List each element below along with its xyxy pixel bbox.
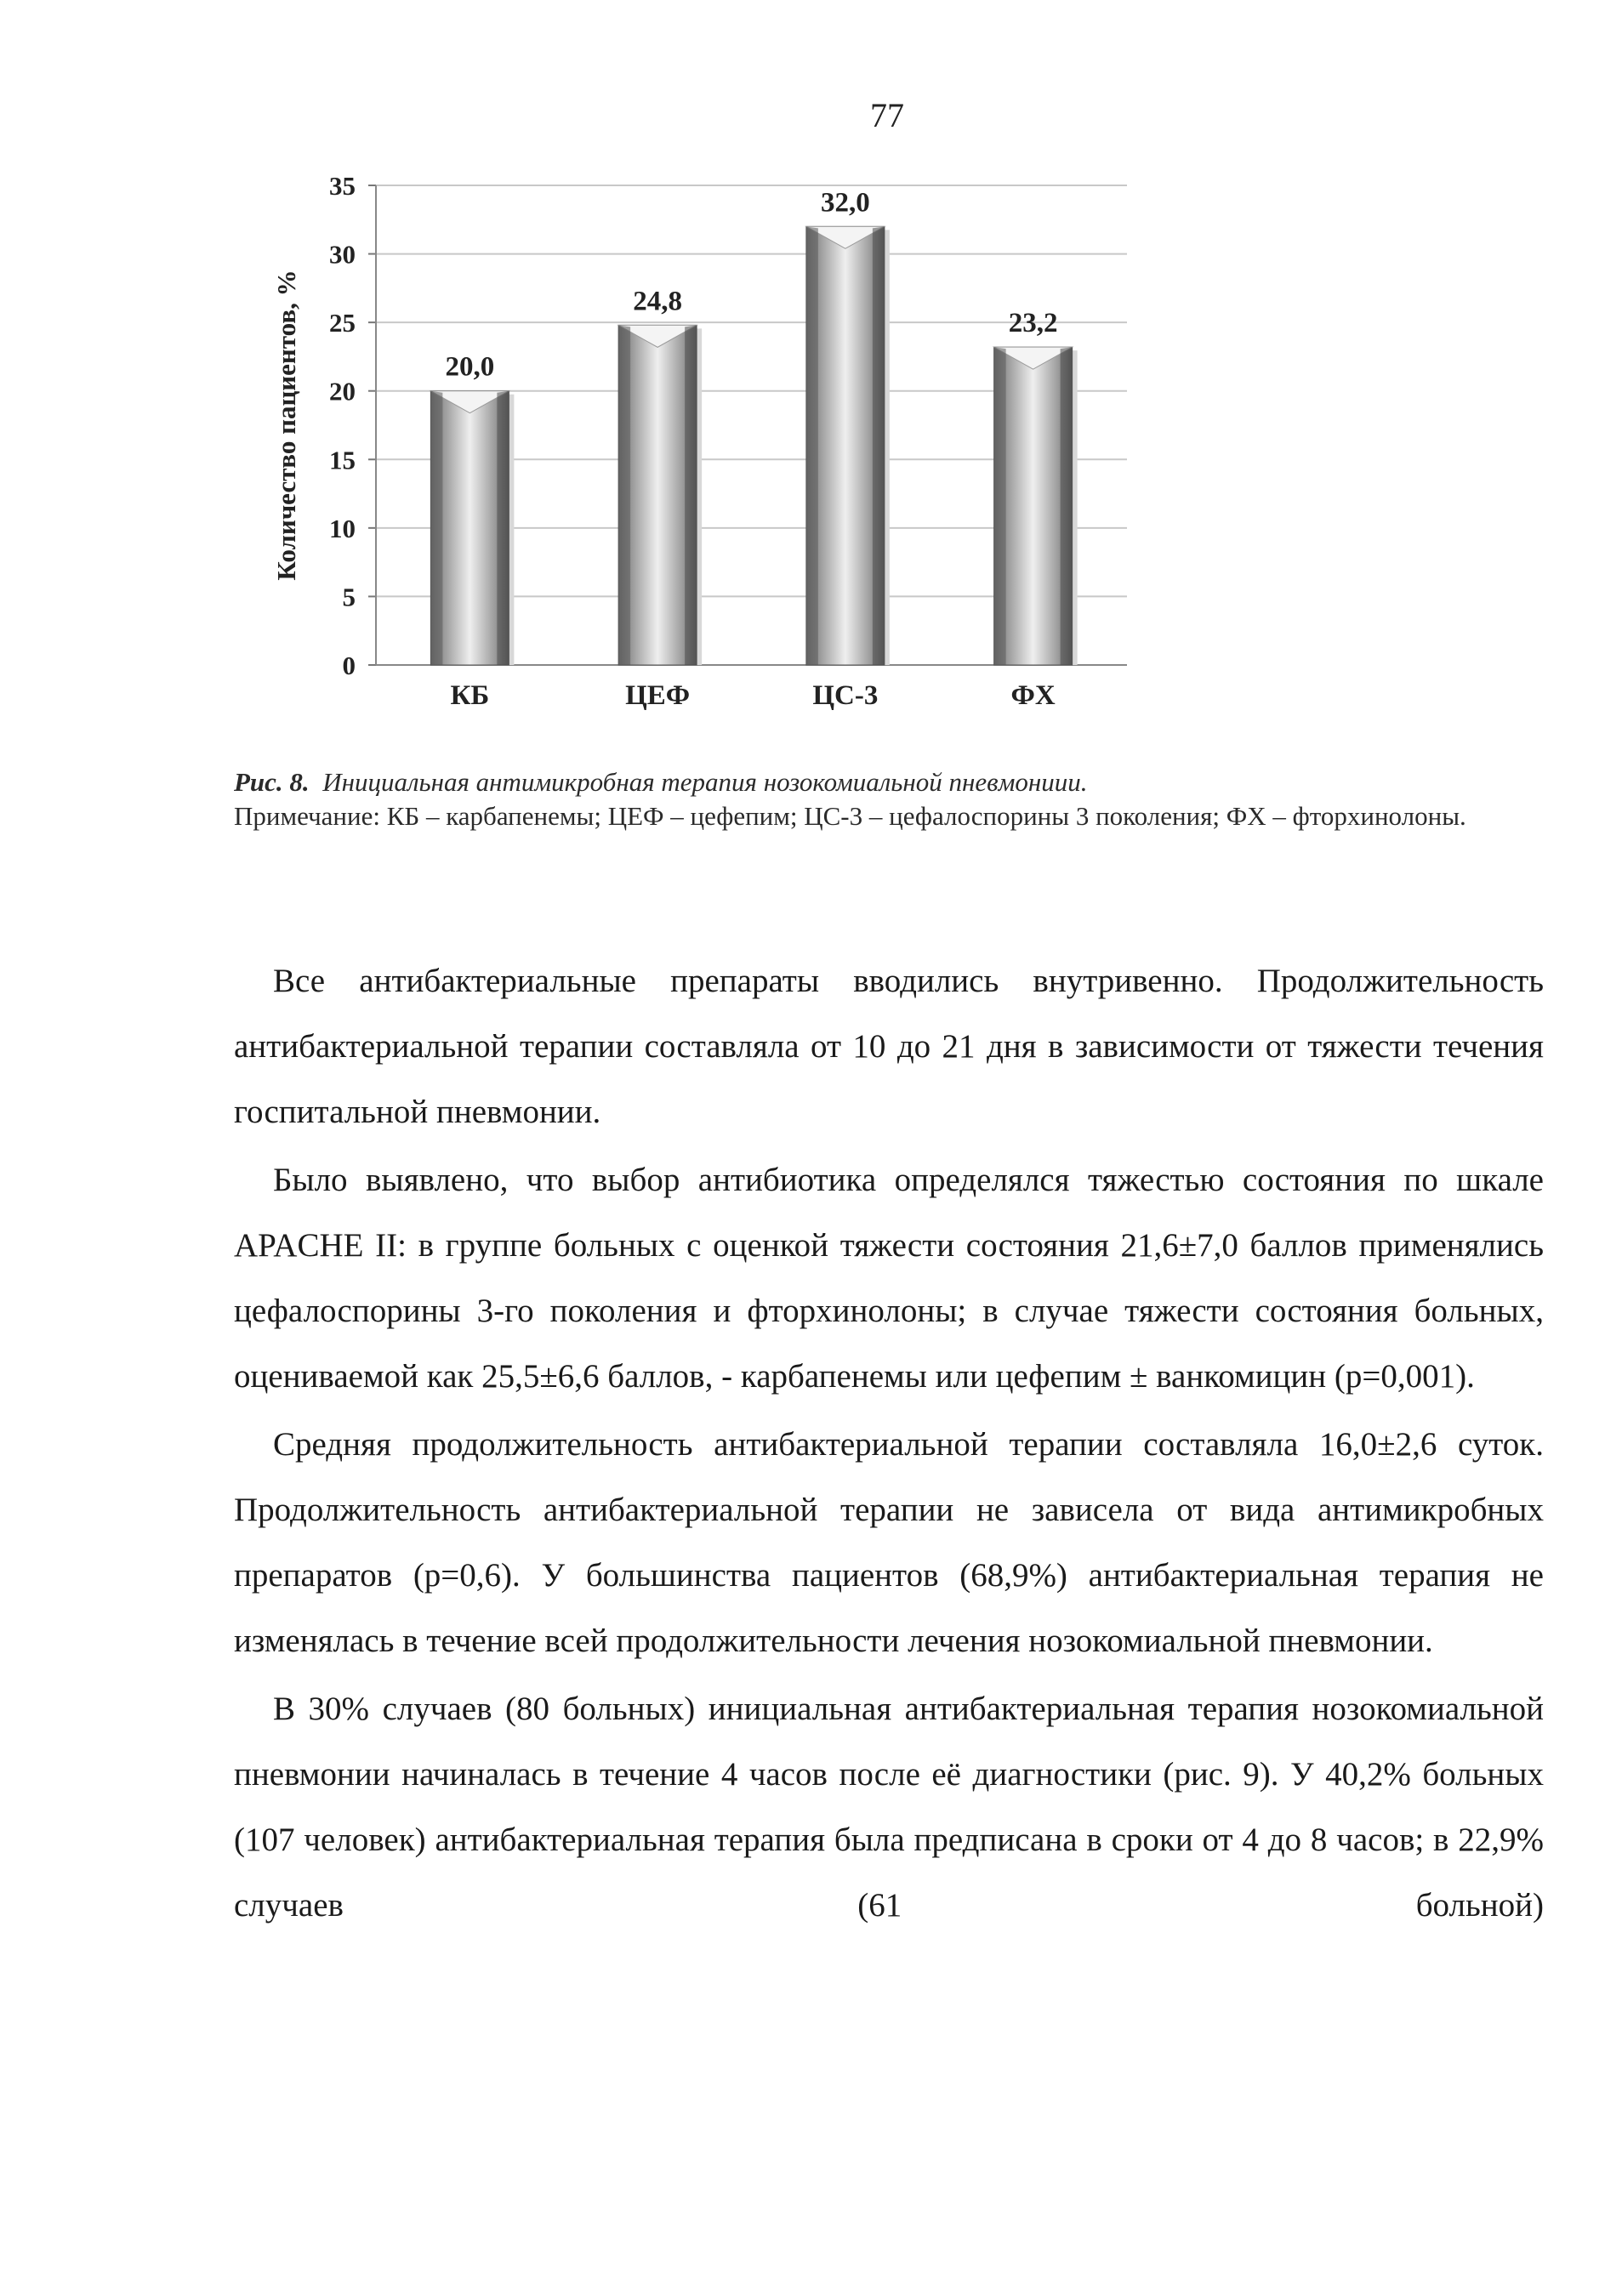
- x-tick-label: КБ: [450, 680, 490, 711]
- y-axis-label: Количество пациентов, %: [271, 270, 301, 581]
- bar: [994, 347, 1078, 665]
- x-tick-label: ЦС-3: [812, 680, 879, 711]
- y-tick-label: 35: [329, 171, 356, 201]
- bar-bevel-right: [873, 226, 885, 665]
- figure-note: Примечание: КБ – карбапенемы; ЦЕФ – цефепим; ЦС-3 – цефалоспорины 3 поколения; ФХ – фторхинолоны.: [234, 801, 1466, 831]
- bar-bevel-left: [806, 226, 818, 665]
- y-tick-label: 5: [342, 582, 356, 612]
- bar: [806, 226, 890, 665]
- y-tick-label: 0: [342, 651, 356, 680]
- bar-bevel-right: [1061, 347, 1073, 665]
- bar-chart: [238, 162, 1157, 740]
- y-tick-label: 15: [329, 445, 356, 475]
- figure-title-line: [234, 765, 1544, 799]
- x-tick-label: ФХ: [1010, 680, 1056, 711]
- y-tick-label: 25: [329, 308, 356, 338]
- y-tick-label: 10: [329, 513, 356, 543]
- x-tick-label: ЦЕФ: [625, 680, 691, 711]
- y-tick-label: 20: [329, 376, 356, 406]
- figure-title: Инициальная антимикробная терапия нозокомиальной пневмониии.: [322, 767, 1088, 797]
- bar-bevel-right: [497, 391, 509, 665]
- bar-bevel-left: [994, 347, 1006, 665]
- y-tick-label: 30: [329, 239, 356, 270]
- bar-value-label: 24,8: [633, 286, 682, 317]
- paragraph: Средняя продолжительность антибактериальной терапии составляла 16,0±2,6 суток. Продолжительность антибактериальной терапии не зависела от вида антимикробных препаратов (р=0,6). У большинства пациентов (68,9%) антибактериальная терапия не изменялась в течение всей продолжительности лечения нозокомиальной пневмонии.: [234, 1426, 1544, 1659]
- bar-bevel-left: [430, 391, 442, 665]
- bar-bevel-left: [618, 325, 630, 665]
- bar-value-label: 23,2: [1008, 308, 1058, 339]
- bar-value-label: 32,0: [821, 187, 870, 219]
- figure-label: Рис. 8.: [234, 767, 310, 797]
- bar: [430, 391, 514, 665]
- bar: [618, 325, 702, 665]
- body-text: [234, 948, 1544, 1941]
- bar-bevel-right: [685, 325, 697, 665]
- paragraph: Было выявлено, что выбор антибиотика определялся тяжестью состояния по шкале APACHE II: в группе больных с оценкой тяжести состояния 21,6±7,0 баллов применялись цефалоспорины 3-го поколения и фторхинолоны; в случае тяжести состояния больных, оцениваемой как 25,5±6,6 баллов, - карбапенемы или цефепим ± ванкомицин (р=0,001).: [234, 1162, 1544, 1395]
- page-number: 77: [870, 96, 904, 134]
- paragraph: В 30% случаев (80 больных) инициальная антибактериальная терапия нозокомиальной пневмонии начиналась в течение 4 часов после её диагностики (рис. 9). У 40,2% больных (107 человек) антибактериальная терапия была предписана в сроки от 4 до 8 часов; в 22,9% случаев (61 больной): [234, 1691, 1544, 1924]
- figure-caption: [234, 765, 1544, 833]
- paragraph: Все антибактериальные препараты вводились внутривенно. Продолжительность антибактериальной терапии составляла от 10 до 21 дня в зависимости от тяжести течения госпитальной пневмонии.: [234, 963, 1544, 1130]
- bar-value-label: 20,0: [445, 351, 495, 383]
